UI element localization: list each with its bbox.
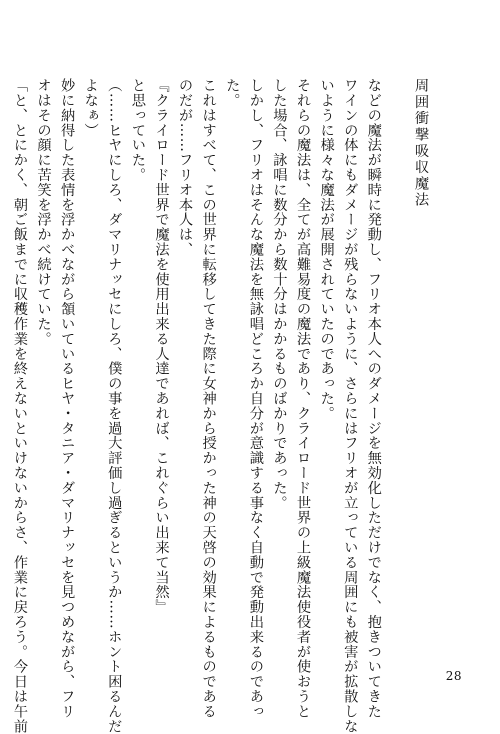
text-line-4: それらの魔法は、全てが高難易度の魔法であり、クライロード世界の上級魔法使役者が使おうと	[295, 78, 312, 719]
text-line-1: などの魔法が瞬時に発動し、フリオ本人へのダメージを無効化しただけでなく、抱きついてきた	[365, 78, 382, 719]
vertical-text-block	[11, 78, 432, 734]
text-line-3: いように様々な魔法が展開されていたのであった。	[318, 78, 335, 421]
text-line-13: よなぁ）	[82, 78, 99, 138]
text-line-9: のだが……フリオ本人は、	[177, 78, 194, 257]
running-head: 周囲衝撃吸収魔法	[413, 78, 429, 209]
text-line-14: 妙に納得した表情を浮かべながら頷いているヒヤ・タニア・ダマリナッセを見つめながら、フリ	[59, 78, 76, 719]
text-line-11: と思っていた。	[129, 78, 146, 183]
text-line-10: 『クライロード世界で魔法を使用出来る人達であれば、これぐらい出来て当然』	[153, 78, 170, 615]
text-line-7: た。	[224, 78, 241, 108]
text-line-15: オはその顔に苦笑を浮かべ続けていた。	[35, 78, 52, 347]
text-line-6: しかし、フリオはそんな魔法を無詠唱どころか自分が意識する事なく自動で発動出来るのであっ	[247, 78, 264, 719]
text-line-12: （……ヒヤにしろ、ダマリナッセにしろ、僕の事を過大評価し過ぎるというか……ホント困るんだ	[106, 78, 123, 734]
text-line-16: 「と、とにかく、朝ご飯までに収穫作業を終えないといけないからさ、作業に戻ろう。今日は午前	[11, 78, 28, 734]
page-number: 28	[445, 669, 462, 683]
text-line-2: ワインの体にもダメージが残らないように、さらにはフリオが立っている周囲にも被害が拡散しな	[342, 78, 359, 734]
text-line-8: これはすべて、この世界に転移してきた際に女神から授かった神の天啓の効果によるものである	[200, 78, 217, 719]
text-line-5: した場合、詠唱に数分から数十分はかかるものばかりであった。	[271, 78, 288, 511]
